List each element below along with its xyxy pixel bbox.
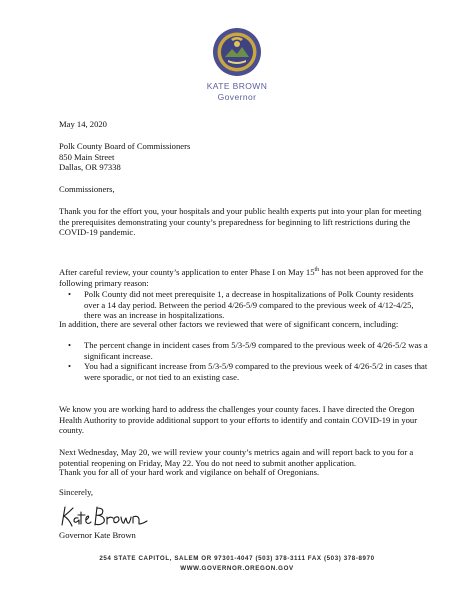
footer-address: 254 STATE CAPITOL, SALEM OR 97301-4047 (503) 378-3111 FAX (503) 378-8970 [99, 555, 375, 562]
salutation: Commissioners, [59, 184, 115, 194]
list-item-text: The percent change in incident cases from 5/3-5/9 compared to the previous week of 4/26-5/2 was a significant increase. [84, 340, 428, 361]
bullet-icon: • [68, 340, 72, 350]
list-item-text: You had a significant increase from 5/3-5/9 compared to the previous week of 4/26-5/2 in cases that were sporadic, or not tied to an existing case. [84, 361, 428, 382]
list-item [59, 361, 431, 382]
other-factors-list [59, 340, 431, 382]
paragraph-review [59, 267, 431, 288]
paragraph-next-review: Next Wednesday, May 20, we will review your county’s metrics again and will report back to you for a potential reopening on Friday, May 22. You do not need to submit another application. [59, 447, 414, 468]
paragraph-review-text-b: has not been approved for the following primary reason: [59, 267, 424, 288]
paragraph-closing-thanks: Thank you for all of your hard work and vigilance on behalf of Oregonians. [59, 467, 320, 477]
letterhead-governor-title: Governor [217, 92, 257, 102]
letterhead-governor-name: KATE BROWN [206, 81, 268, 91]
paragraph-other-factors: In addition, there are several other factors we reviewed that were of significant concern, including: [59, 319, 399, 329]
list-item-text: Polk County did not meet prerequisite 1, a decrease in hospitalizations of Polk County residents over a 14 day period. Between the period 4/26-5/9 compared to the previous week of 4/12-4/25, there was an increase in hospitalizations. [84, 289, 414, 321]
bullet-icon: • [68, 361, 72, 372]
signature-name: Governor Kate Brown [59, 530, 136, 540]
list-item [59, 289, 431, 321]
ordinal-suffix: th [314, 267, 320, 274]
paragraph-review-text-a: After careful review, your county’s application to enter Phase I on May 15 [59, 267, 315, 277]
recipient-line-2: 850 Main Street [59, 151, 115, 162]
paragraph-thanks: Thank you for the effort you, your hospitals and your public health experts put into your plan for meeting the prerequisites demonstrating your county’s preparedness for beginning to lift restrictions during the COVID-19 pandemic. [59, 206, 422, 238]
footer-website: WWW.GOVERNOR.OREGON.GOV [180, 565, 294, 572]
list-item [59, 340, 431, 361]
closing: Sincerely, [59, 487, 94, 497]
letter-date: May 14, 2020 [59, 119, 107, 129]
recipient-line-3: Dallas, OR 97338 [59, 162, 121, 173]
primary-reasons-list [59, 289, 431, 321]
bullet-icon: • [68, 289, 72, 299]
paragraph-support: We know you are working hard to address the challenges your county faces. I have directed the Oregon Health Authority to provide additional support to your efforts to identify and contain COVID-19 in your county. [59, 404, 418, 436]
state-seal-icon [212, 27, 262, 77]
recipient-line-1: Polk County Board of Commissioners [59, 141, 191, 151]
handwritten-signature [59, 503, 149, 531]
